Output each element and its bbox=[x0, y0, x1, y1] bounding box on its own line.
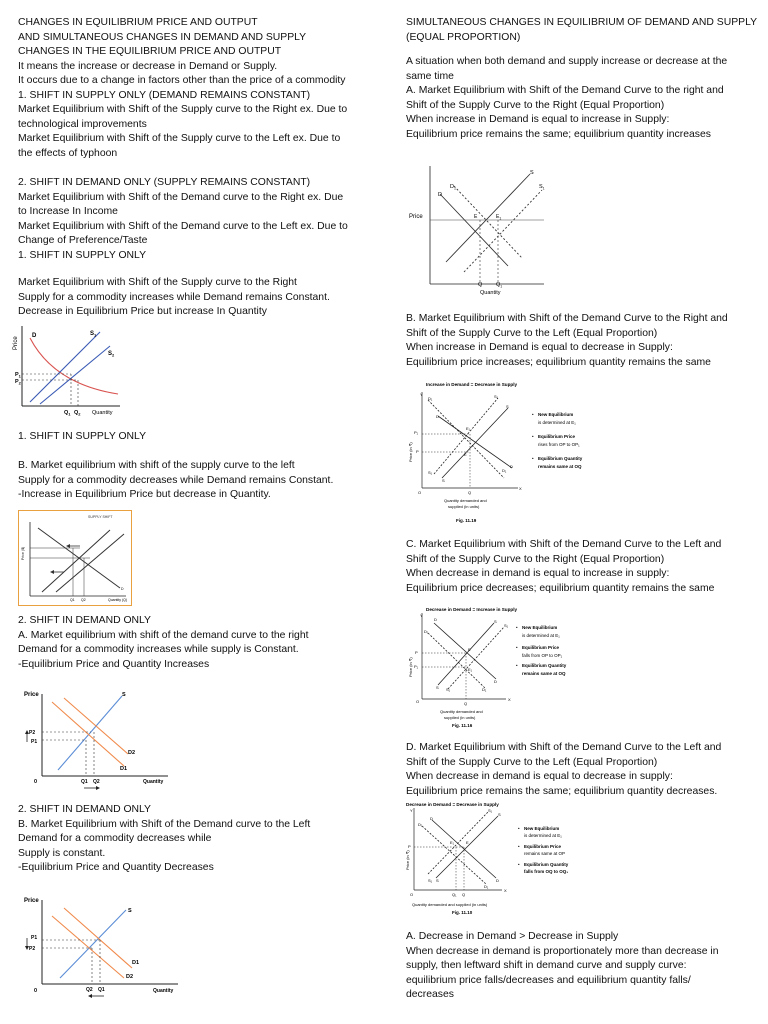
left-block-3 bbox=[18, 276, 330, 320]
text-line: 1. SHIFT IN SUPPLY ONLY bbox=[18, 249, 146, 261]
svg-text:S: S bbox=[494, 619, 497, 624]
svg-text:Equilibrium Price: Equilibrium Price bbox=[524, 844, 562, 849]
svg-text:Q: Q bbox=[468, 490, 472, 495]
text-line: -Equilibrium Price and Quantity Decreases bbox=[18, 862, 214, 873]
text-line: Shift of the Supply Curve to the Left (Equal Proportion) bbox=[406, 327, 658, 339]
svg-text:S: S bbox=[530, 170, 534, 176]
right-block-1 bbox=[406, 16, 757, 45]
svg-text:•: • bbox=[516, 663, 518, 668]
svg-text:E1: $E_1$ bbox=[496, 214, 502, 221]
svg-text:P: P bbox=[416, 449, 419, 454]
svg-text:supplied (in units): supplied (in units) bbox=[444, 715, 476, 720]
svg-text:O: O bbox=[416, 699, 420, 704]
left-block-7 bbox=[18, 803, 310, 876]
text-line: Market Equilibrium with Shift of the Demand curve to the Right ex. Due bbox=[18, 191, 344, 203]
text-line: the effects of typhoon bbox=[18, 147, 118, 159]
text-line: When increase in Demand is equal to increase in Supply: bbox=[406, 114, 670, 125]
text-line: When decrease in demand is equal to decrease in supply: bbox=[406, 771, 673, 782]
svg-text:•: • bbox=[518, 844, 520, 849]
text-line: Equilibrium price remains the same; equilibrium quantity increases bbox=[406, 128, 711, 140]
text-line: It means the increase or decrease in Demand or Supply. bbox=[18, 60, 278, 72]
right-block-6 bbox=[406, 930, 718, 1003]
svg-text:D₁: D₁ bbox=[502, 468, 507, 473]
svg-text:Q1: Q1 bbox=[70, 598, 75, 602]
svg-text:E₁: E₁ bbox=[466, 426, 471, 431]
right-block-3 bbox=[406, 312, 728, 370]
text-line: Equilibrium price decreases; equilibrium quantity remains the same bbox=[406, 582, 715, 594]
svg-text:Q2: Q2 bbox=[93, 779, 100, 785]
svg-text:Fig. 11.19: Fig. 11.19 bbox=[456, 518, 477, 523]
text-line: Supply for a commodity increases while Demand remains Constant. bbox=[18, 291, 330, 303]
text-line: When decrease in demand is equal to increase in supply: bbox=[406, 568, 670, 579]
svg-text:D2: D2 bbox=[126, 974, 134, 980]
text-line: Market Equilibrium with Shift of the Supply curve to the Right bbox=[18, 277, 297, 288]
text-line: 2. SHIFT IN DEMAND ONLY (SUPPLY REMAINS CONSTANT) bbox=[18, 177, 311, 188]
svg-text:Equilibrium Quantity: Equilibrium Quantity bbox=[522, 663, 567, 668]
svg-text:supplied (in units): supplied (in units) bbox=[448, 504, 480, 509]
svg-text:S1: $S_1$ bbox=[539, 184, 545, 191]
svg-text:0: 0 bbox=[34, 779, 38, 785]
svg-text:is determined at E₁: is determined at E₁ bbox=[522, 633, 560, 638]
svg-text:Equilibrium Price: Equilibrium Price bbox=[522, 645, 560, 650]
svg-text:S₁: S₁ bbox=[488, 808, 493, 813]
svg-text:S₁: S₁ bbox=[428, 470, 433, 475]
left-block-4 bbox=[18, 430, 146, 445]
svg-text:X: X bbox=[508, 697, 511, 702]
text-line: Market Equilibrium with Shift of the Supply curve to the Right ex. Due to bbox=[18, 104, 348, 115]
svg-text:E: E bbox=[468, 647, 471, 652]
left-block-1 bbox=[18, 16, 347, 161]
svg-text:Q₁: Q₁ bbox=[452, 892, 457, 897]
svg-text:•: • bbox=[516, 625, 518, 630]
text-line: 2. SHIFT IN DEMAND ONLY bbox=[18, 615, 151, 626]
text-line: When decrease in demand is proportionately more than decrease in bbox=[406, 945, 719, 957]
svg-text:Price: Price bbox=[24, 692, 39, 698]
svg-text:Decrease in Demand = Increase: Decrease in Demand = Increase in Supply bbox=[426, 607, 518, 612]
svg-text:D: D bbox=[510, 464, 513, 469]
svg-text:S: S bbox=[506, 404, 509, 409]
text-line: A. Market equilibrium with shift of the demand curve to the right bbox=[18, 629, 309, 641]
svg-text:0: 0 bbox=[34, 988, 38, 994]
text-line: Market Equilibrium with Shift of the Supply curve to the Left ex. Due to bbox=[18, 133, 341, 144]
svg-text:S₁: S₁ bbox=[428, 878, 433, 883]
svg-text:E₁: E₁ bbox=[450, 840, 455, 845]
svg-text:Fig. 11.10: Fig. 11.10 bbox=[452, 910, 473, 915]
text-line: B. Market Equilibrium with Shift of the Demand curve to the Left bbox=[18, 818, 311, 830]
svg-text:Fig. 11.16: Fig. 11.16 bbox=[452, 723, 473, 728]
text-line: Supply for a commodity decreases while Demand remains Constant. bbox=[18, 474, 334, 486]
svg-text:P2: P2 bbox=[29, 946, 36, 952]
text-line: Market Equilibrium with Shift of the Demand curve to the Left ex. Due to bbox=[18, 220, 348, 232]
svg-text:D: D bbox=[121, 587, 124, 591]
svg-text:•: • bbox=[532, 412, 534, 417]
svg-text:X: X bbox=[504, 888, 507, 893]
svg-text:Q1: $Q_1$ bbox=[64, 410, 71, 417]
svg-text:D2: D2 bbox=[128, 750, 136, 756]
svg-text:Q2: Q2 bbox=[86, 987, 93, 993]
svg-text:S₁: S₁ bbox=[504, 623, 509, 628]
svg-text:Q1: $Q_1$ bbox=[496, 282, 503, 289]
svg-text:D₁: D₁ bbox=[484, 884, 489, 889]
svg-text:•: • bbox=[532, 456, 534, 461]
svg-text:O: O bbox=[410, 892, 414, 897]
text-line: Decrease in Equilibrium Price but increase In Quantity bbox=[18, 306, 267, 317]
svg-text:S: S bbox=[122, 692, 126, 698]
text-line: C. Market Equilibrium with Shift of the Demand Curve to the Left and bbox=[406, 539, 722, 550]
left-block-2 bbox=[18, 176, 348, 263]
fig1-d-label: D bbox=[32, 333, 37, 339]
svg-text:Price: Price bbox=[409, 214, 423, 220]
svg-text:Q: Q bbox=[478, 282, 483, 288]
svg-text:remains same at OQ: remains same at OQ bbox=[522, 671, 566, 676]
svg-text:Q2: Q2 bbox=[81, 598, 86, 602]
svg-text:P1: $P_1$ bbox=[15, 372, 21, 379]
svg-text:Price (in ₹): Price (in ₹) bbox=[408, 442, 413, 462]
svg-text:•: • bbox=[532, 434, 534, 439]
figC-bullets bbox=[516, 625, 567, 676]
svg-text:S: S bbox=[436, 878, 439, 883]
svg-text:Quantity demanded and: Quantity demanded and bbox=[444, 498, 487, 503]
svg-text:D₁: D₁ bbox=[418, 822, 423, 827]
text-line: B. Market equilibrium with shift of the supply curve to the left bbox=[18, 460, 295, 471]
svg-text:D1: D1 bbox=[120, 766, 128, 772]
svg-text:P₁: P₁ bbox=[414, 664, 419, 669]
svg-text:D: D bbox=[430, 816, 433, 821]
svg-text:•: • bbox=[518, 862, 520, 867]
figure-dec-demand-inc-supply bbox=[406, 603, 616, 733]
svg-text:P1: P1 bbox=[31, 935, 38, 941]
svg-text:Q1: Q1 bbox=[81, 779, 88, 785]
text-line: (EQUAL PROPORTION) bbox=[406, 31, 521, 43]
svg-text:D1: D1 bbox=[132, 960, 140, 966]
svg-text:Equilibrium Price: Equilibrium Price bbox=[538, 434, 576, 439]
svg-text:S: S bbox=[436, 685, 439, 690]
right-block-5 bbox=[406, 741, 721, 799]
svg-text:Price: Price bbox=[24, 898, 39, 904]
figure-dec-demand-dec-supply bbox=[406, 798, 616, 922]
svg-text:Quantity demanded and: Quantity demanded and bbox=[440, 709, 483, 714]
text-line: Shift of the Supply Curve to the Right (Equal Proportion) bbox=[406, 553, 665, 565]
fig2-title: SUPPLY SHIFT bbox=[88, 515, 113, 519]
svg-text:remains same at OP: remains same at OP bbox=[524, 851, 566, 856]
svg-text:P2: $P_2$ bbox=[15, 379, 21, 386]
text-line: 2. SHIFT IN DEMAND ONLY bbox=[18, 804, 151, 815]
text-line: It occurs due to a change in factors other than the price of a commodity bbox=[18, 75, 346, 86]
text-line: -Equilibrium Price and Quantity Increases bbox=[18, 658, 210, 670]
svg-text:Decrease in Demand = Decrease: Decrease in Demand = Decrease in Supply bbox=[406, 802, 499, 807]
svg-text:Q1: Q1 bbox=[98, 987, 105, 993]
svg-text:D₁: D₁ bbox=[482, 687, 487, 692]
svg-text:•: • bbox=[516, 645, 518, 650]
svg-text:Y: Y bbox=[410, 808, 413, 813]
svg-text:Quantity: Quantity bbox=[480, 290, 501, 296]
svg-text:P: P bbox=[415, 650, 418, 655]
svg-text:D₁: D₁ bbox=[428, 396, 433, 401]
svg-text:Q: Q bbox=[462, 892, 466, 897]
text-line: Demand for a commodity decreases while bbox=[18, 833, 212, 844]
svg-text:rises from OP to OP₁: rises from OP to OP₁ bbox=[538, 442, 580, 447]
figD-bullets bbox=[518, 826, 569, 874]
fig1-ylabel: Price bbox=[13, 336, 19, 350]
text-line: A. Decrease in Demand > Decrease in Supply bbox=[406, 931, 619, 942]
svg-text:New Equilibrium: New Equilibrium bbox=[524, 826, 560, 831]
svg-text:Price (in ₹): Price (in ₹) bbox=[408, 657, 413, 677]
svg-text:D: D bbox=[434, 617, 437, 622]
figure-inc-demand-dec-supply bbox=[406, 378, 616, 524]
svg-text:Price (in ₹): Price (in ₹) bbox=[405, 850, 410, 870]
text-line: decreases bbox=[406, 989, 454, 1000]
svg-text:S: S bbox=[128, 908, 132, 914]
figure-demand-shift-right bbox=[22, 688, 172, 792]
svg-text:E: E bbox=[466, 840, 469, 845]
svg-text:Y: Y bbox=[420, 613, 423, 618]
svg-text:is determined at E₁: is determined at E₁ bbox=[524, 833, 562, 838]
svg-text:E: E bbox=[474, 214, 478, 220]
svg-text:S: S bbox=[442, 478, 445, 483]
text-line: technological improvements bbox=[18, 118, 147, 130]
text-line: CHANGES IN EQUILIBRIUM PRICE AND OUTPUT bbox=[18, 17, 258, 28]
svg-text:P: P bbox=[408, 844, 411, 849]
svg-text:S1: $S_1$ bbox=[90, 331, 97, 338]
svg-text:E: E bbox=[464, 452, 467, 457]
left-block-5 bbox=[18, 459, 333, 503]
text-line: equilibrium price falls/decreases and equilibrium quantity falls/ bbox=[406, 974, 691, 986]
svg-text:is determined at E₁: is determined at E₁ bbox=[538, 420, 576, 425]
svg-text:S2: $S_2$ bbox=[108, 351, 115, 358]
text-line: A. Market Equilibrium with Shift of the Demand Curve to the right and bbox=[406, 85, 724, 96]
svg-text:Equilibrium Quantity: Equilibrium Quantity bbox=[538, 456, 583, 461]
svg-text:New Equilibrium: New Equilibrium bbox=[538, 412, 574, 417]
svg-text:Q: Q bbox=[464, 701, 468, 706]
svg-text:P₁: P₁ bbox=[414, 430, 419, 435]
svg-text:•: • bbox=[518, 826, 520, 831]
text-line: Equilibrium price remains the same; equilibrium quantity decreases. bbox=[406, 785, 718, 797]
svg-text:X: X bbox=[519, 486, 522, 491]
svg-text:S₁: S₁ bbox=[494, 394, 499, 399]
text-line: SIMULTANEOUS CHANGES IN EQUILIBRIUM OF DEMAND AND SUPPLY bbox=[406, 17, 758, 28]
svg-text:S: S bbox=[498, 812, 501, 817]
text-line: 1. SHIFT IN SUPPLY ONLY bbox=[18, 431, 146, 442]
svg-text:S₁: S₁ bbox=[446, 687, 451, 692]
svg-text:Q2: $Q_2$ bbox=[74, 410, 81, 417]
svg-text:P1: P1 bbox=[31, 739, 38, 745]
svg-text:D1: $D_1$ bbox=[450, 184, 456, 191]
svg-text:Quantity: Quantity bbox=[153, 988, 174, 994]
text-line: -Increase in Equilibrium Price but decrease in Quantity. bbox=[18, 489, 271, 500]
text-line: AND SIMULTANEOUS CHANGES IN DEMAND AND SUPPLY bbox=[18, 31, 307, 43]
text-line: Supply is constant. bbox=[18, 847, 106, 859]
svg-text:D₁: D₁ bbox=[424, 629, 429, 634]
svg-text:Equilibrium Quantity: Equilibrium Quantity bbox=[524, 862, 569, 867]
svg-text:D: D bbox=[438, 192, 442, 198]
svg-text:E₁: E₁ bbox=[468, 667, 473, 672]
text-line: When increase in Demand is equal to decrease in Supply: bbox=[406, 342, 673, 353]
text-line: to Increase In Income bbox=[18, 206, 118, 217]
text-line: Change of Preference/Taste bbox=[18, 235, 148, 246]
right-block-4 bbox=[406, 538, 721, 596]
svg-text:O: O bbox=[418, 490, 422, 495]
svg-text:D: D bbox=[436, 414, 439, 419]
svg-text:remains same at OQ: remains same at OQ bbox=[538, 464, 582, 469]
svg-text:Increase in Demand = Decrease: Increase in Demand = Decrease in Supply bbox=[426, 382, 518, 387]
text-line: 1. SHIFT IN SUPPLY ONLY (DEMAND REMAINS CONSTANT) bbox=[18, 89, 311, 101]
text-line: Equilibrium price increases; equilibrium quantity remains the same bbox=[406, 356, 711, 368]
figure-equal-increase bbox=[406, 162, 546, 296]
svg-text:Quantity (Q): Quantity (Q) bbox=[108, 598, 128, 602]
svg-text:D: D bbox=[494, 679, 497, 684]
text-line: Shift of the Supply Curve to the Left (Equal Proportion) bbox=[406, 756, 658, 768]
text-line: D. Market Equilibrium with Shift of the Demand Curve to the Left and bbox=[406, 742, 722, 753]
text-line: Shift of the Supply Curve to the Right (Equal Proportion) bbox=[406, 99, 665, 111]
svg-text:Quantity demanded and supplied: Quantity demanded and supplied (in units) bbox=[412, 902, 488, 907]
svg-text:Quantity: Quantity bbox=[143, 779, 164, 785]
text-line: A situation when both demand and supply increase or decrease at the bbox=[406, 56, 728, 67]
right-block-2 bbox=[406, 55, 727, 142]
svg-text:falls from OP to OP₁: falls from OP to OP₁ bbox=[522, 653, 563, 658]
text-line: same time bbox=[406, 70, 454, 82]
figure-supply-shift-left bbox=[18, 510, 132, 606]
fig1-xlabel: Quantity bbox=[92, 410, 113, 416]
figure-demand-shift-left bbox=[22, 894, 182, 1000]
figB-bullets bbox=[532, 412, 583, 469]
svg-text:New Equilibrium: New Equilibrium bbox=[522, 625, 558, 630]
figure-supply-shift-right bbox=[14, 322, 124, 418]
svg-text:P2: P2 bbox=[29, 730, 36, 736]
left-block-6 bbox=[18, 614, 309, 672]
text-line: B. Market Equilibrium with Shift of the Demand Curve to the Right and bbox=[406, 313, 728, 324]
fig2-ylabel: Price ($) bbox=[21, 546, 25, 560]
text-line: CHANGES IN THE EQUILIBRIUM PRICE AND OUTPUT bbox=[18, 46, 282, 57]
text-line: Demand for a commodity increases while supply is Constant. bbox=[18, 644, 299, 655]
svg-text:D: D bbox=[496, 878, 499, 883]
text-line: supply, then leftward shift in demand curve and supply curve: bbox=[406, 960, 687, 971]
svg-text:Y: Y bbox=[420, 392, 423, 397]
svg-text:falls from OQ to OQ₁: falls from OQ to OQ₁ bbox=[524, 869, 569, 874]
